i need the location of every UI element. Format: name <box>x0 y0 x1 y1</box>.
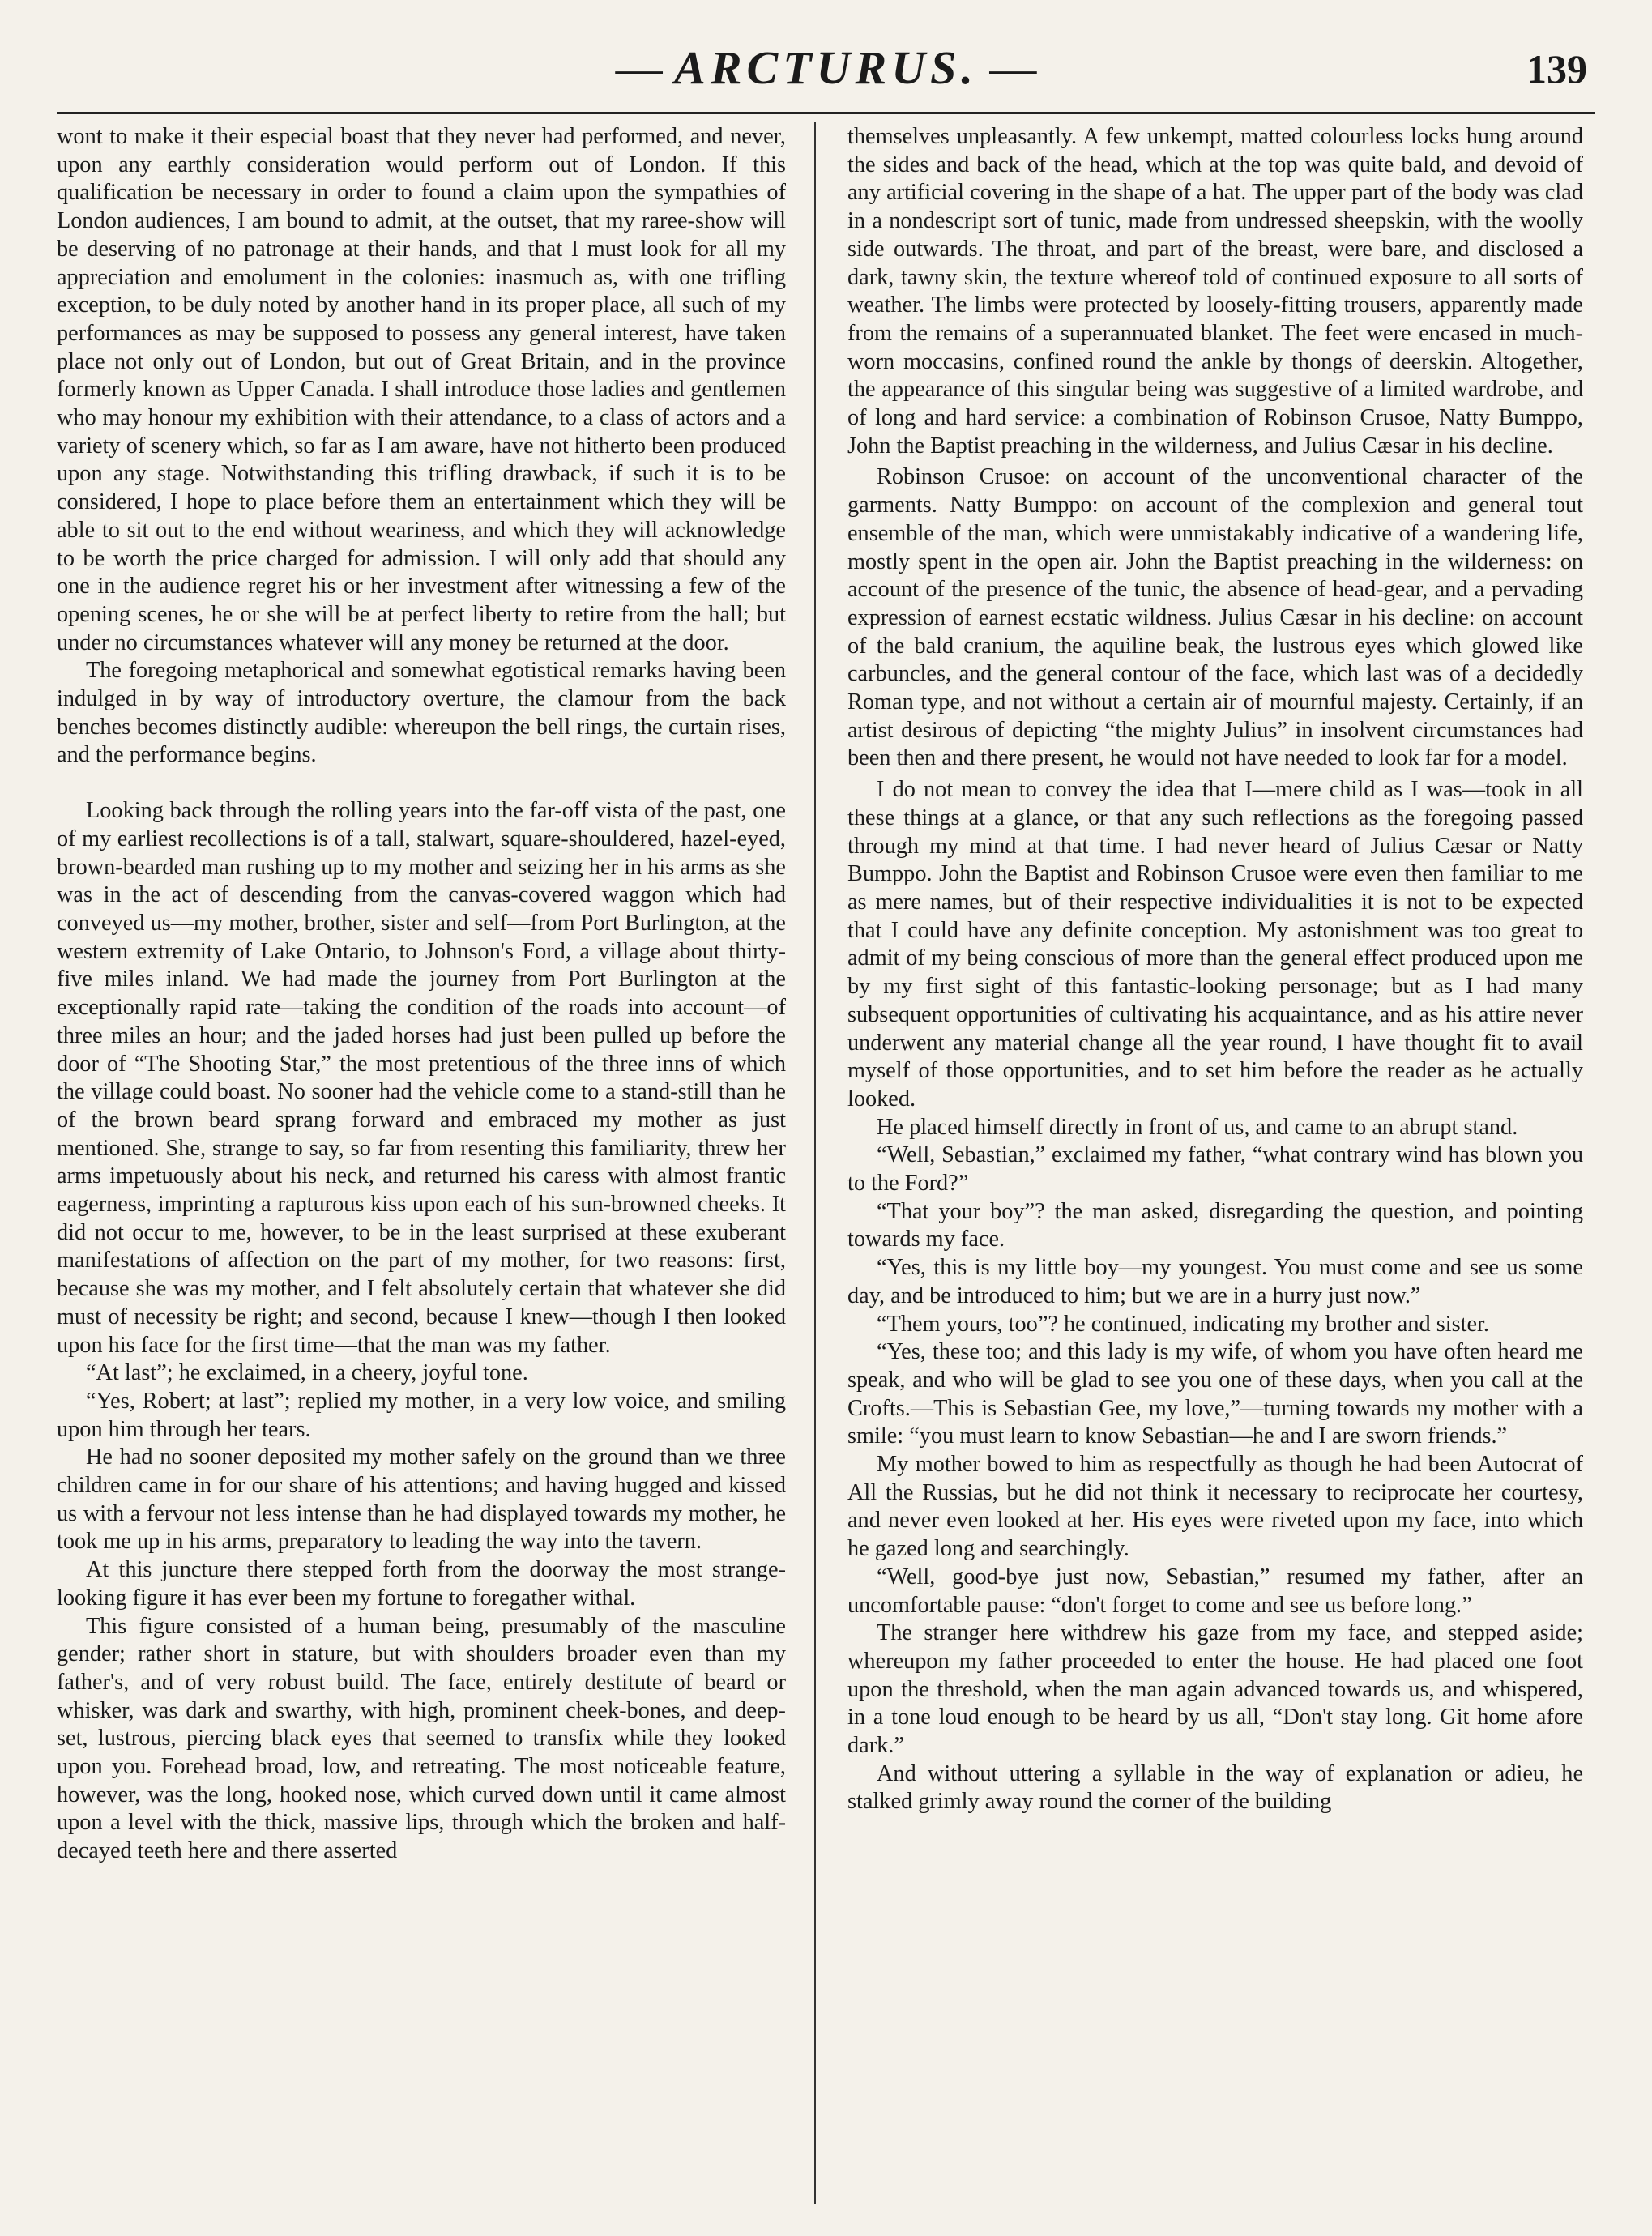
paragraph: “Yes, this is my little boy—my youngest. You must come and see us some day, and be introduced to him; but we are in a hurry just now.” <box>847 1255 1583 1308</box>
paragraph: “Yes, these too; and this lady is my wife, of whom you have often heard me speak, and who will be glad to see you one of these days, when you call at the Crofts.—This is Sebastian Gee, my love,”—turning towards my mother with a smile: “you must learn to know Sebastian—he and I are sworn friends.” <box>847 1339 1583 1449</box>
paragraph: wont to make it their especial boast that they never had performed, and never, upon any earthly consideration would perform out of London. If this qualification be necessary in order to found a claim upon the sympathies of London audiences, I am bound to admit, at the outset, that my raree-show will be deserving of no patronage at their hands, and that I must look for all my appreciation and emolument in the colonies: inasmuch as, with one trifling exception, to be duly noted by another hand in its proper place, all such of my performances as may be supposed to possess any general interest, have taken place not only out of London, but out of Great Britain, and in the province formerly known as Upper Canada. I shall introduce those ladies and gentlemen who may honour my exhibition with their attendance, to a class of actors and a variety of scenery which, so far as I am aware, have not hitherto been produced upon any stage. Notwithstanding this trifling drawback, if such it is to be considered, I hope to place before them an entertainment which they will be able to sit out to the end without weariness, and which they will acknowledge to be worth the price charged for admission. I will only add that should any one in the audience regret his or her investment after witnessing a few of the opening scenes, he or she will be at perfect liberty to retire from the hall; but under no circumstances whatever will any money be returned at the door. <box>57 124 786 655</box>
running-title: — ARCTURUS. — <box>615 41 1037 94</box>
paragraph: “Well, good-bye just now, Sebastian,” resumed my father, after an uncomfortable pause: “don't forget to come and see us before long.” <box>847 1564 1583 1618</box>
running-title-text: ARCTURUS. <box>674 41 978 94</box>
paragraph: “Well, Sebastian,” exclaimed my father, “what contrary wind has blown you to the Ford?” <box>847 1142 1583 1197</box>
paragraph: “At last”; he exclaimed, in a cheery, joyful tone. <box>86 1360 528 1386</box>
paragraph: The foregoing metaphorical and somewhat egotistical remarks having been indulged in by way of introductory overture, the clamour from the back benches becomes distinctly audible: whereupon the bell rings, the curtain rises, and the performance begins. <box>57 658 786 768</box>
paragraph: “That your boy”? the man asked, disregarding the question, and pointing towards my face. <box>847 1198 1583 1252</box>
column-divider <box>814 122 816 2204</box>
paragraph: Robinson Crusoe: on account of the unconventional character of the garments. Natty Bumppo: on account of the complexion and general tout ensemble of the man, which were unmistakably indicative of a wandering life, mostly spent in the open air. John the Baptist preaching in the wilderness: on account of the presence of the tunic, the absence of head-gear, and a pervading expression of earnest ecstatic wildness. Julius Cæsar in his decline: on account of the bald cranium, the aquiline beak, the lustrous eyes which glowed like carbuncles, and the general contour of the face, which last was of a decidedly Roman type, and not without a certain air of mournful majesty. Certainly, if an artist desirous of depicting “the mighty Julius” in insolvent circumstances had been then and there present, he would not have needed to look far for a model. <box>847 464 1583 771</box>
paragraph: Looking back through the rolling years into the far-off vista of the past, one of my earliest recollections is of a tall, stalwart, square-shouldered, hazel-eyed, brown-bearded man rushing up to my mother and seizing her in his arms as she was in the act of descending from the canvas-covered waggon which had conveyed us—my mother, brother, sister and self—from Port Burlington, at the western extremity of Lake Ontario, to Johnson's Ford, a village about thirty-five miles inland. We had made the journey from Port Burlington at the exceptionally rapid rate—taking the condition of the roads into account—of three miles an hour; and the jaded horses had just been pulled up before the door of “The Shooting Star,” the most pretentious of the three inns of which the village could boast. No sooner had the vehicle come to a stand-still than he of the brown beard sprang forward and embraced my mother as just mentioned. She, strange to say, so far from resenting this familiarity, threw her arms impetuously about his neck, and returned his caress with almost frantic eagerness, imprinting a rapturous kiss upon each of his sun-browned cheeks. It did not occur to me, however, to be in the least surprised at these exuberant manifestations of affection on the part of my mother, for two reasons: first, because she was my mother, and I felt absolutely certain that whatever she did must of necessity be right; and second, because I knew—though I then looked upon his face for the first time—that the man was my father. <box>57 798 786 1358</box>
right-column <box>847 123 1583 2197</box>
page-number: 139 <box>1526 46 1587 92</box>
paragraph: The stranger here withdrew his gaze from my face, and stepped aside; whereupon my father proceeded to enter the house. He had placed one foot upon the threshold, when the man again advanced towards us, and whispered, in a tone loud enough to be heard by us all, “Don't stay long. Git home afore dark.” <box>847 1620 1583 1759</box>
page-header <box>49 41 1603 97</box>
paragraph: He placed himself directly in front of us, and came to an abrupt stand. <box>877 1114 1518 1140</box>
paragraph: He had no sooner deposited my mother safely on the ground than we three children came in for our share of his attentions; and having hugged and kissed us with a fervour not less intense than he had displayed towards my mother, he took me up in his arms, preparatory to leading the way into the tavern. <box>57 1444 786 1555</box>
paragraph: “Them yours, too”? he continued, indicating my brother and sister. <box>877 1311 1489 1337</box>
paragraph: At this juncture there stepped forth from the doorway the most strange-looking figure it has ever been my fortune to foregather withal. <box>57 1557 786 1611</box>
left-column <box>57 123 786 2197</box>
paragraph: I do not mean to convey the idea that I—mere child as I was—took in all these things at a glance, or that any such reflections as the foregoing passed through my mind at that time. I had never heard of Julius Cæsar or Natty Bumppo. John the Baptist and Robinson Crusoe were even then familiar to me as mere names, but of their respective individualities it is not to be expected that I could have any definite conception. My astonishment was too great to admit of my being conscious of more than the general effect produced upon me by my first sight of this fantastic-looking personage; but as I had many subsequent opportunities of cultivating his acquaintance, and as his attire never underwent any material change all the year round, I have thought fit to avail myself of those opportunities, and to set him before the reader as he actually looked. <box>847 777 1583 1112</box>
paragraph: And without uttering a syllable in the way of explanation or adieu, he stalked grimly away round the corner of the building <box>847 1760 1583 1815</box>
paragraph: “Yes, Robert; at last”; replied my mother, in a very low voice, and smiling upon him through her tears. <box>57 1388 786 1442</box>
paragraph: themselves unpleasantly. A few unkempt, matted colourless locks hung around the sides and back of the head, which at the top was quite bald, and devoid of any artificial covering in the shape of a hat. The upper part of the body was clad in a nondescript sort of tunic, made from undressed sheepskin, with the woolly side outwards. The throat, and part of the breast, were bare, and disclosed a dark, tawny skin, the texture whereof told of continued exposure to all sorts of weather. The limbs were protected by loosely-fitting trousers, apparently made from the remains of a superannuated blanket. The feet were encased in much-worn moccasins, confined round the ankle by thongs of deerskin. Altogether, the appearance of this singular being was suggestive of a limited wardrobe, and of long and hard service: a combination of Robinson Crusoe, Natty Bumppo, John the Baptist preaching in the wilderness, and Julius Cæsar in his decline. <box>847 124 1583 459</box>
header-rule <box>57 112 1595 114</box>
paragraph: This figure consisted of a human being, presumably of the masculine gender; rather short in stature, but with shoulders broader even than my father's, and of very robust build. The face, entirely destitute of beard or whisker, was dark and swarthy, with high, prominent cheek-bones, and deep-set, lustrous, piercing black eyes that seemed to transfix while they looked upon you. Forehead broad, low, and retreating. The most noticeable feature, however, was the long, hooked nose, which curved down until it came almost upon a level with the thick, massive lips, through which the broken and half-decayed teeth here and there asserted <box>57 1613 786 1864</box>
paragraph: My mother bowed to him as respectfully as though he had been Autocrat of All the Russias, but he did not think it necessary to reciprocate her courtesy, and never even looked at her. His eyes were riveted upon my face, into which he gazed long and searchingly. <box>847 1452 1583 1562</box>
